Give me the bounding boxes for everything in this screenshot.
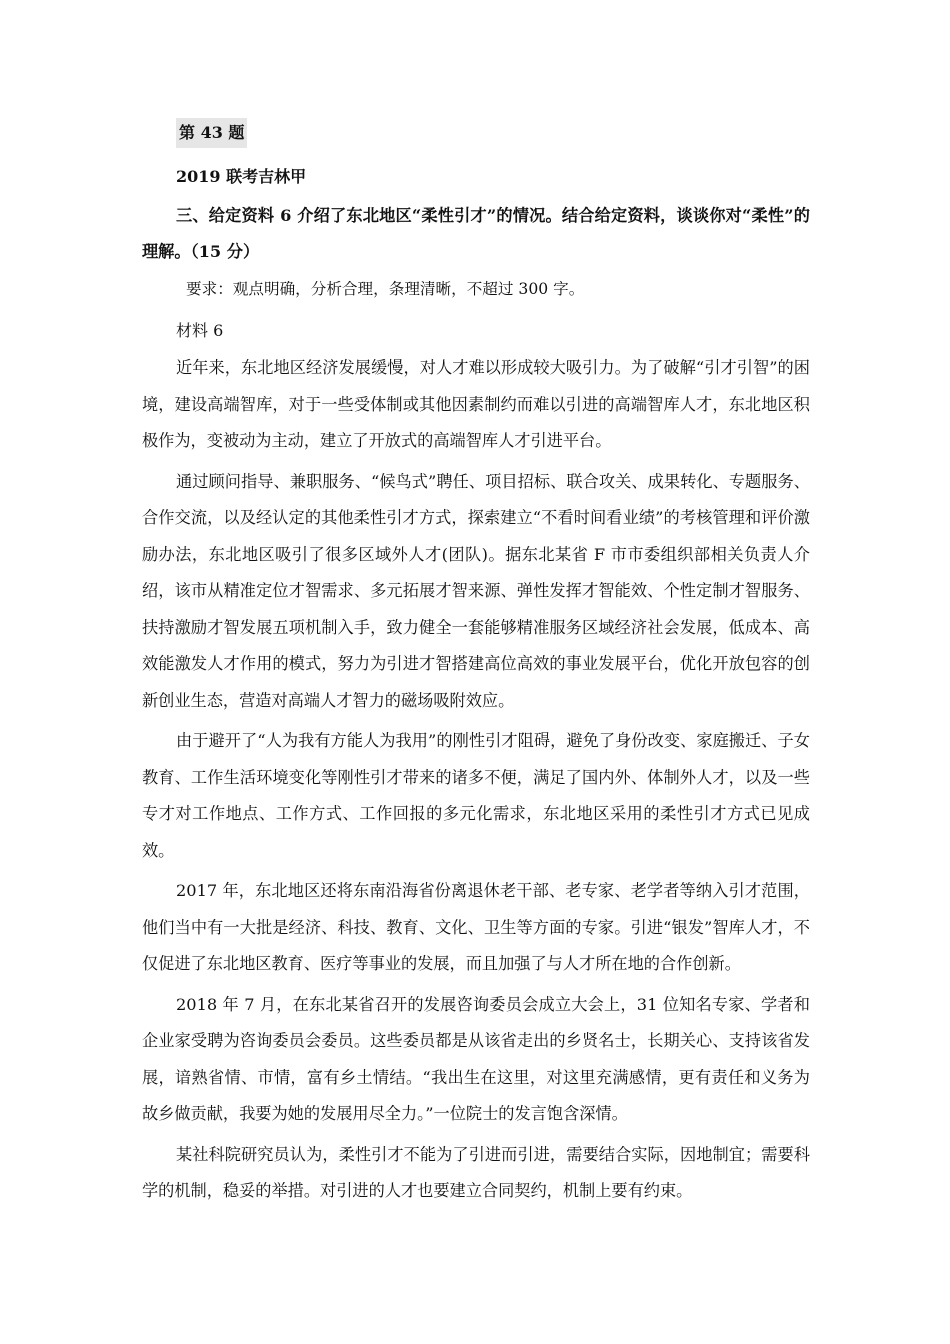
document-content xyxy=(142,118,810,1210)
material-title: 材料 6 xyxy=(176,321,224,340)
exam-source: 2019 联考吉林甲 xyxy=(176,167,307,186)
material-paragraph-2: 通过顾问指导、兼职服务、“候鸟式”聘任、项目招标、联合攻关、成果转化、专题服务、合作交流，以及经认定的其他柔性引才方式，探索建立“不看时间看业绩”的考核管理和评价激励办法，东北地区吸引了很多区域外人才(团队)。据东北某省 F 市市委组织部相关负责人介绍，该市从精准定位才智需求、多元拓展才智来源、弹性发挥才智能效、个性定制才智服务、扶持激励才智发展五项机制入手，致力健全一套能够精准服务区域经济社会发展，低成本、高效能激发人才作用的模式，努力为引进才智搭建高位高效的事业发展平台，优化开放包容的创新创业生态，营造对高端人才智力的磁场吸附效应。 xyxy=(142,471,810,710)
material-paragraph-4: 2017 年，东北地区还将东南沿海省份离退休老干部、老专家、老学者等纳入引才范围，他们当中有一大批是经济、科技、教育、文化、卫生等方面的专家。引进“银发”智库人才，不仅促进了东北地区教育、医疗等事业的发展，而且加强了与人才所在地的合作创新。 xyxy=(142,881,810,973)
material-paragraph-1: 近年来，东北地区经济发展缓慢，对人才难以形成较大吸引力。为了破解“引才引智”的困境，建设高端智库，对于一些受体制或其他因素制约而难以引进的高端智库人才，东北地区积极作为，变被动为主动，建立了开放式的高端智库人才引进平台。 xyxy=(142,358,810,450)
material-paragraph-6: 某社科院研究员认为，柔性引才不能为了引进而引进，需要结合实际，因地制宜；需要科学的机制，稳妥的举措。对引进的人才也要建立合同契约，机制上要有约束。 xyxy=(142,1144,810,1200)
question-text: 三、给定资料 6 介绍了东北地区“柔性引才”的情况。结合给定资料，谈谈你对“柔性”的理解。（15 分） xyxy=(142,206,810,261)
material-paragraph-3: 由于避开了“人为我有方能人为我用”的刚性引才阻碍，避免了身份改变、家庭搬迁、子女教育、工作生活环境变化等刚性引才带来的诸多不便，满足了国内外、体制外人才，以及一些专才对工作地点、工作方式、工作回报的多元化需求，东北地区采用的柔性引才方式已见成效。 xyxy=(142,731,810,860)
question-number: 第 43 题 xyxy=(176,118,247,148)
material-paragraph-5: 2018 年 7 月，在东北某省召开的发展咨询委员会成立大会上，31 位知名专家、学者和企业家受聘为咨询委员会委员。这些委员都是从该省走出的乡贤名士，长期关心、支持该省发展，谙熟省情、市情，富有乡土情结。“我出生在这里，对这里充满感情，更有责任和义务为故乡做贡献，我要为她的发展用尽全力。”一位院士的发言饱含深情。 xyxy=(142,994,810,1123)
requirement-text: 要求：观点明确，分析合理，条理清晰，不超过 300 字。 xyxy=(186,280,585,298)
